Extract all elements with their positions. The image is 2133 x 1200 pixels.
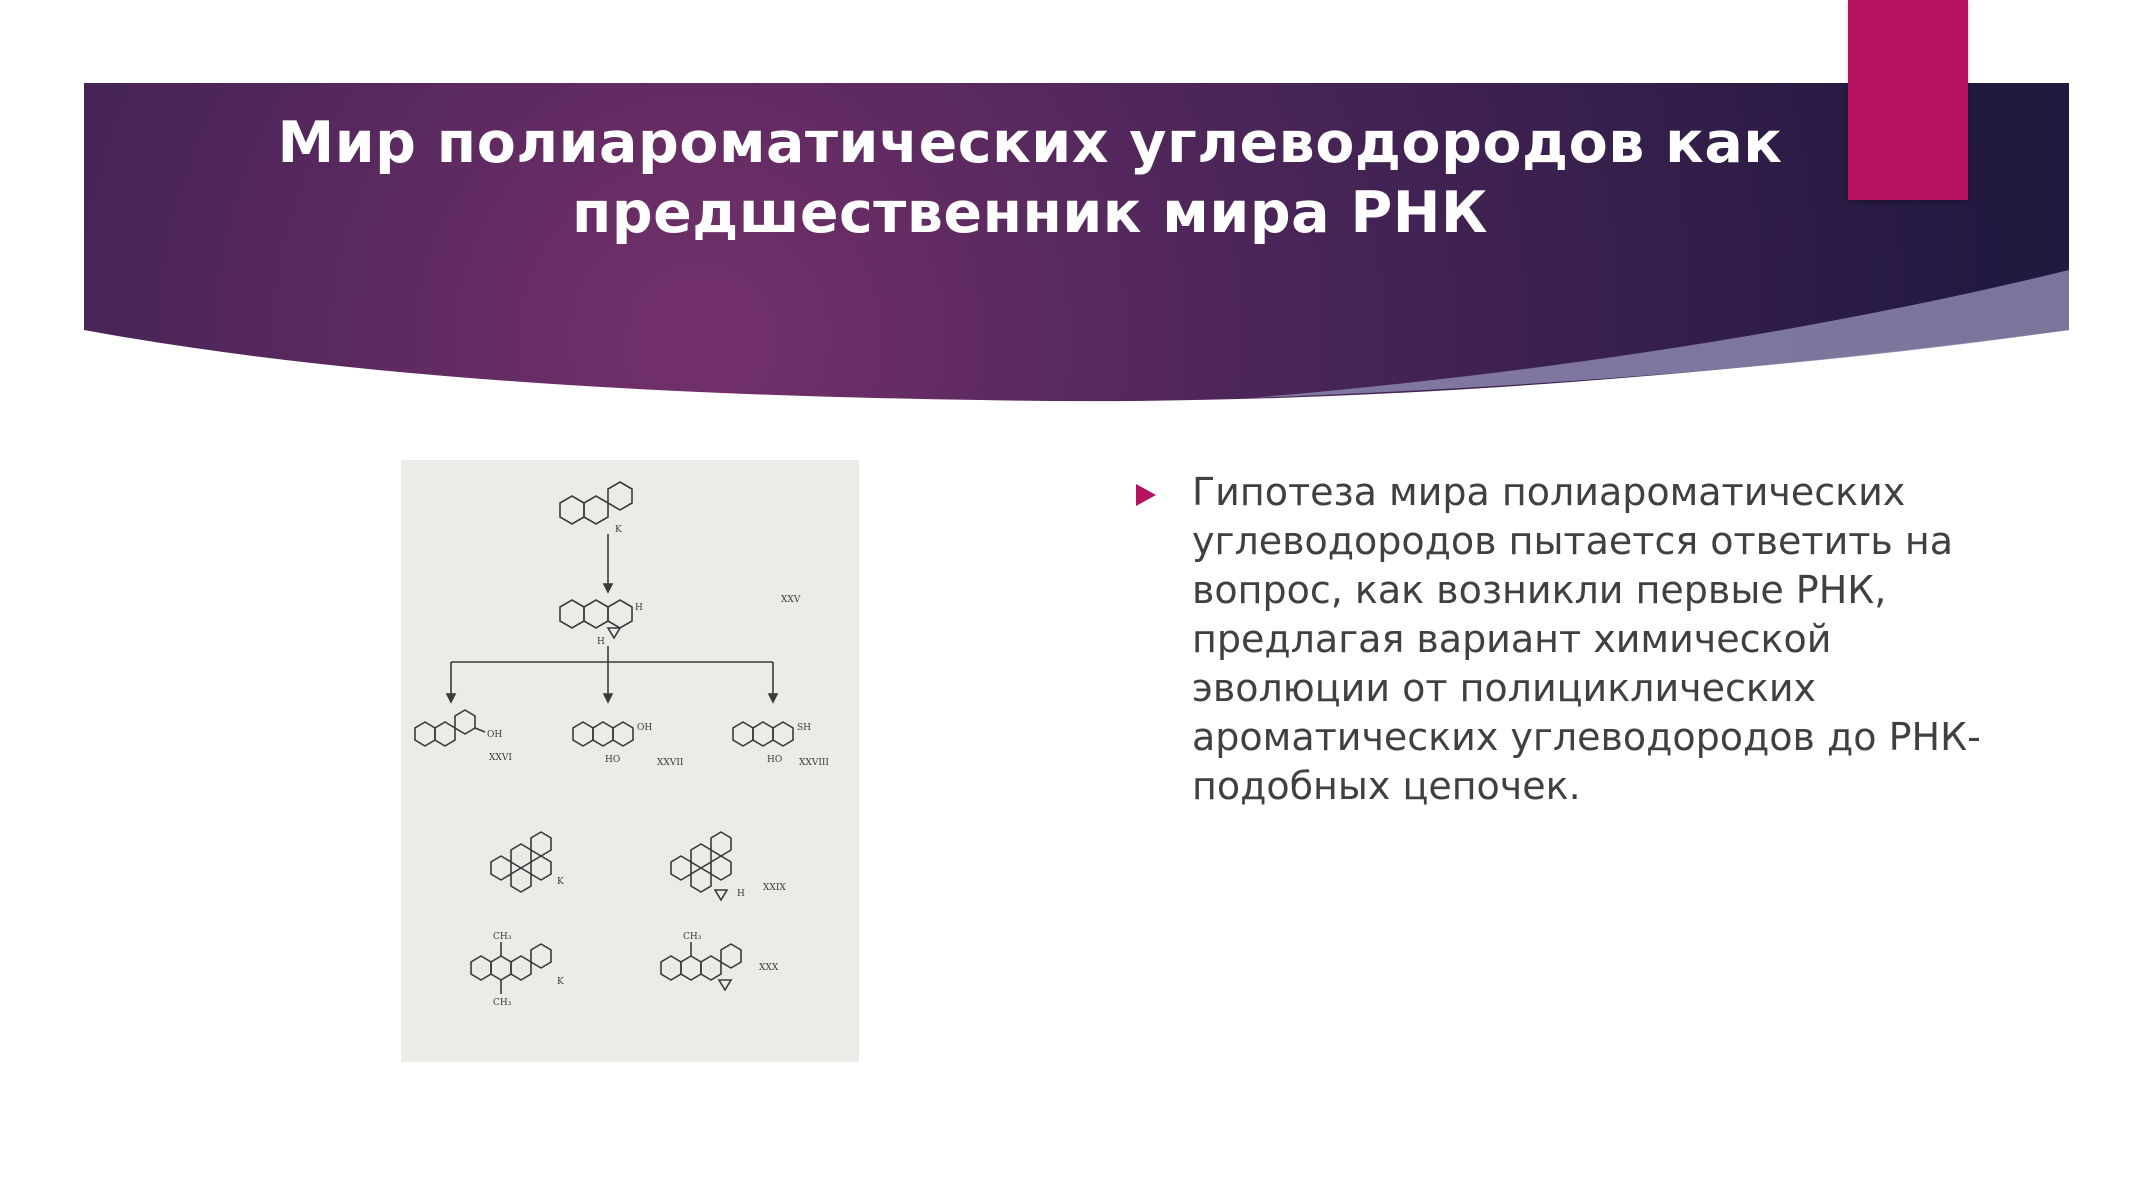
h-label-xxix: H bbox=[737, 889, 745, 899]
k-label-dmba: K bbox=[557, 977, 564, 987]
bullet-line-4: предлагая вариант химической bbox=[1192, 617, 1832, 661]
arrow-1-head bbox=[604, 584, 612, 592]
phenol-structure bbox=[415, 710, 485, 746]
bullet-line-6: ароматических углеводородов до РНК- bbox=[1192, 715, 1981, 759]
epoxide-structure bbox=[560, 600, 632, 638]
bullet-line-1: Гипотеза мира полиароматических bbox=[1192, 470, 1906, 514]
ch3-label-dmba-epoxide: CH₃ bbox=[683, 932, 702, 942]
ho-label-xxviii: HO bbox=[767, 755, 783, 765]
arrow-right-head bbox=[769, 694, 777, 702]
slide-title-line-1: Мир полиароматических углеводородов как bbox=[277, 110, 1783, 176]
reaction-scheme-figure bbox=[401, 460, 859, 1062]
dihydrodiol-structure bbox=[573, 722, 633, 746]
ho-label-xxvii: HO bbox=[605, 755, 621, 765]
k-label-bp: K bbox=[557, 877, 564, 887]
h-label-epoxide-right: H bbox=[635, 603, 643, 613]
glutathione-conjugate-structure bbox=[733, 722, 793, 746]
label-xxix: XXIX bbox=[763, 883, 786, 893]
oh-label-xxvi: OH bbox=[487, 730, 503, 740]
ch3-label-bottom-dmba: CH₃ bbox=[493, 998, 512, 1008]
k-label-top: K bbox=[615, 525, 622, 535]
label-xxv: XXV bbox=[781, 595, 801, 605]
h-label-epoxide-left: H bbox=[597, 637, 605, 647]
dmba-epoxide-structure bbox=[661, 942, 741, 990]
benzopyrene-epoxide-structure bbox=[671, 832, 731, 900]
hydrocarbon-structure bbox=[560, 482, 632, 524]
bullet-line-5: эволюции от полициклических bbox=[1192, 666, 1817, 710]
slide-title-line-2: предшественник мира РНК bbox=[571, 180, 1489, 246]
bullet-list bbox=[1128, 468, 2028, 811]
bullet-line-7: подобных цепочек. bbox=[1192, 764, 1581, 808]
accent-bar bbox=[1848, 0, 1968, 200]
slide-title bbox=[260, 108, 1800, 248]
bullet-line-3: вопрос, как возникли первые РНК, bbox=[1192, 568, 1887, 612]
sh-label: SH bbox=[797, 723, 812, 733]
label-xxvi: XXVI bbox=[489, 753, 512, 763]
bullet-text bbox=[1192, 468, 2028, 811]
ch3-label-top-dmba: CH₃ bbox=[493, 932, 512, 942]
triangle-right-icon bbox=[1136, 484, 1156, 506]
oh-label-xxvii: OH bbox=[637, 723, 653, 733]
benzopyrene-structure bbox=[491, 832, 551, 892]
arrow-left-head bbox=[447, 694, 455, 702]
label-xxvii: XXVII bbox=[657, 758, 684, 768]
bullet-line-2: углеводородов пытается ответить на bbox=[1192, 519, 1954, 563]
arrow-middle-head bbox=[604, 694, 612, 702]
label-xxviii: XXVIII bbox=[799, 758, 829, 768]
dmba-structure bbox=[471, 942, 551, 994]
label-xxx: XXX bbox=[759, 963, 779, 973]
